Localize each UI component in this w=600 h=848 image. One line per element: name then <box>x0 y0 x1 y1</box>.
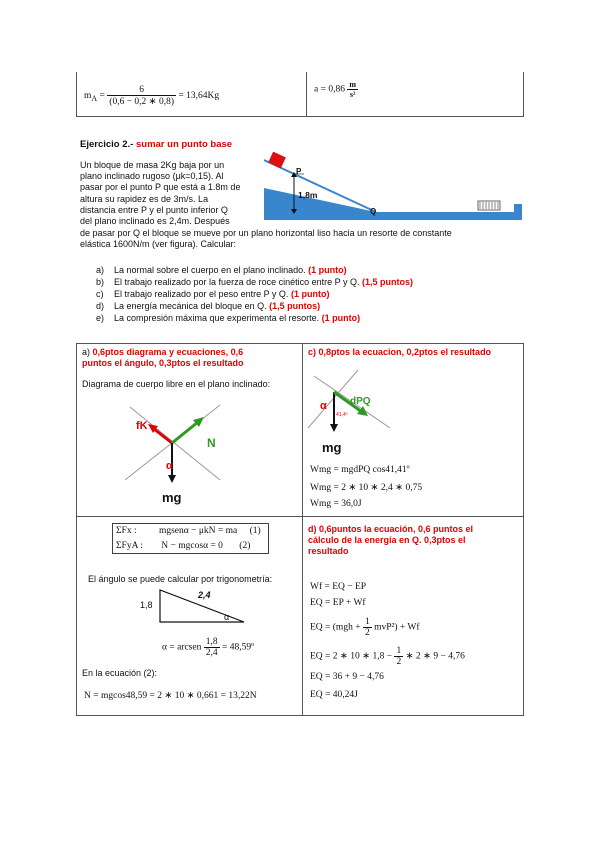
d4: EQ = 2 ∗ 10 ∗ 1,8 − $\frac{1}{2}$ ∗ 2 ∗ 9 − 4,76 <box>310 646 465 667</box>
dpq-label: dPQ <box>350 396 371 407</box>
tri-side-label: 1,8 <box>140 600 153 610</box>
header-d: d) 0,6puntos la ecuación, 0,6 puntos el cálculo de la energía en Q. 0,3ptos el resultado <box>308 524 474 556</box>
normal-arrow <box>172 422 198 443</box>
item-e: e) La compresión máxima que experimenta el resorte. (1 punto) <box>96 313 361 323</box>
d3: EQ = (mgh + $\frac{1}{2}$ mvP²) + Wf <box>310 617 420 638</box>
fk-label: fK <box>136 420 148 432</box>
alpha-label-left: α <box>166 460 173 472</box>
friction-arrow <box>154 429 172 443</box>
d5: EQ = 36 + 9 − 4,76 <box>310 672 384 682</box>
item-a: a) La normal sobre el cuerpo en el plano inclinado. (1 punto) <box>96 265 347 275</box>
tri-hyp-label: 2,4 <box>198 590 211 600</box>
point-Q: Q <box>370 207 377 216</box>
mg-label-left: mg <box>162 490 182 505</box>
eq1: ΣFx : mgsenα − μkN = ma (1) <box>116 526 261 536</box>
m-numerator: 6 <box>107 85 176 96</box>
d6: EQ = 40,24J <box>310 690 358 700</box>
m-result: = 13,64Kg <box>178 91 220 102</box>
statement-wide-2: elástica 1600N/m (ver figura). Calcular: <box>80 239 237 249</box>
header-c: c) 0,8ptos la ecuacion, 0,2ptos el resultado <box>308 347 492 357</box>
alpha-equation: α = arcsen $\frac{1,8}{2,4}$ = 48,59º <box>162 637 255 658</box>
N-label: N <box>207 436 216 450</box>
item-b: b) El trabajo realizado por la fuerza de roce cinético entre P y Q. (1,5 puntos) <box>96 277 413 287</box>
mg-label-right: mg <box>322 440 342 455</box>
exercise-title: Ejercicio 2.- sumar un punto base <box>80 139 233 150</box>
a-label: a = 0,86 <box>314 84 345 95</box>
incline-figure <box>264 152 526 222</box>
m-denominator: (0,6 − 0,2 ∗ 0,8) <box>109 97 175 107</box>
tri-alpha-label: α <box>224 612 230 622</box>
exercise-title-extra: sumar un punto base <box>135 139 233 150</box>
block <box>268 152 286 168</box>
statement-wide-1: de pasar por Q el bloque se mueve por un plano horizontal liso hacia un resorte de constante <box>80 228 452 238</box>
item-d: d) La energía mecánica del bloque en Q. (1,5 puntos) <box>96 301 321 311</box>
angle-text: El ángulo se puede calcular por trigonometría: <box>88 574 273 584</box>
dcl-title: Diagrama de cuerpo libre en el plano inclinado: <box>82 379 271 389</box>
equations-box <box>112 523 270 555</box>
normal-result: N = mgcos48,59 = 2 ∗ 10 ∗ 0,661 = 13,22N <box>84 691 257 701</box>
d2: EQ = EP + Wf <box>310 598 366 608</box>
item-c: c) El trabajo realizado por el peso entre P y Q. (1 punto) <box>96 289 330 299</box>
point-P: P <box>296 167 302 176</box>
height-label: 1,8m <box>298 190 318 200</box>
d1: Wf = EQ − EP <box>310 582 367 592</box>
alpha-label-right: α <box>320 400 327 412</box>
header-a: a) 0,6ptos diagrama y ecuaciones, 0,6 puntos el ángulo, 0,3ptos el resultado <box>82 347 244 368</box>
wmg-2: Wmg = 2 ∗ 10 ∗ 2,4 ∗ 0,75 <box>310 483 423 493</box>
m-label: m <box>84 91 92 102</box>
wmg-3: Wmg = 36,0J <box>310 499 362 509</box>
wmg-1: Wmg = mgdPQ cos41,41º <box>310 465 410 475</box>
statement: Un bloque de masa 2Kg baja por un plano inclinado rugoso (μk=0,15). Al pasar por el punto P que está a 1.8m de altura su rapidez es de 3m/s. La distancia entre P y el punto inferior Q del plano inclinado es 2,4m. Después <box>80 160 241 227</box>
angle-41-label: 41,4º <box>336 412 348 418</box>
eq2: ΣFyA : N − mgcosα = 0 (2) <box>116 541 251 551</box>
en-ecuacion: En la ecuación (2): <box>82 668 158 678</box>
mass-equation: $m_A$ = $\frac{6}{(0,6 - 0,2 ∗ 0,8)}$ = 13,64Kg <box>84 85 220 107</box>
acceleration-equation: a = 0,86 $\frac{m}{\text{s²}}$ <box>314 80 356 99</box>
